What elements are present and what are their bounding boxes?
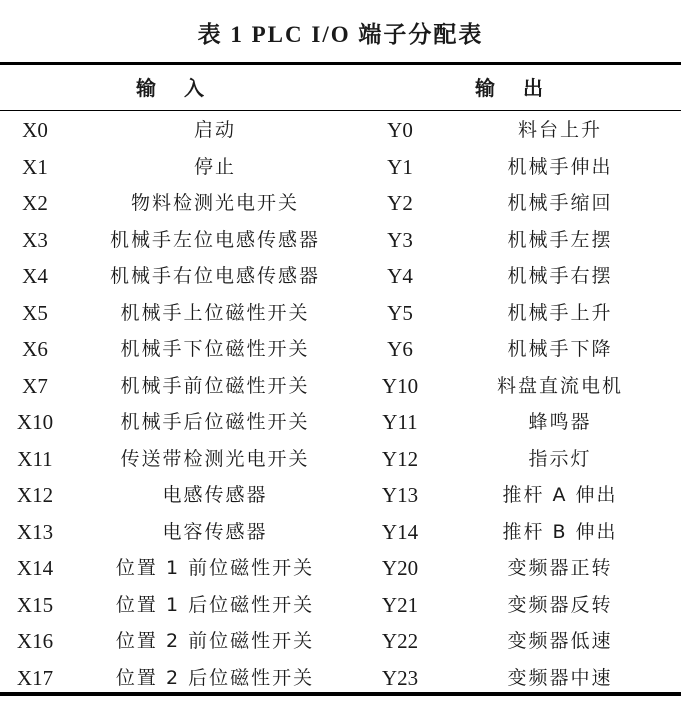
- output-address: Y13: [381, 483, 419, 507]
- bottom-rule: [0, 692, 681, 696]
- table-row: [0, 550, 681, 587]
- input-description: 停止: [193, 155, 236, 178]
- output-address: Y14: [381, 519, 419, 544]
- output-description: 料台上升: [517, 119, 602, 141]
- output-description: 机械手伸出: [507, 155, 613, 178]
- table-row: [0, 587, 681, 624]
- input-address: X2: [22, 191, 48, 215]
- input-description: 位置 2 后位磁性开关: [115, 666, 315, 689]
- table-row: [0, 331, 681, 368]
- input-address: X6: [22, 337, 48, 361]
- output-description: 机械手上升: [507, 301, 613, 324]
- output-description: 变频器低速: [507, 630, 613, 652]
- header-input: 输入: [136, 76, 232, 100]
- output-address: Y3: [387, 227, 413, 252]
- output-address: Y10: [381, 373, 419, 398]
- input-description: 启动: [193, 119, 236, 141]
- input-address: X14: [16, 556, 54, 580]
- output-address: Y5: [387, 300, 413, 325]
- input-address: X12: [16, 483, 54, 507]
- input-address: X0: [22, 118, 48, 142]
- table-row: [0, 441, 681, 478]
- table-row: [0, 149, 681, 186]
- input-address: X3: [22, 227, 48, 252]
- output-description: 变频器中速: [507, 666, 613, 689]
- output-description: 机械手下降: [507, 338, 613, 360]
- input-address: X1: [22, 154, 48, 179]
- output-description: 机械手缩回: [507, 192, 613, 214]
- table-row: [0, 404, 681, 441]
- input-description: 机械手上位磁性开关: [120, 301, 310, 324]
- output-description: 变频器正转: [507, 557, 613, 579]
- table-body: [0, 112, 681, 696]
- table-row: [0, 258, 681, 295]
- input-address: X15: [16, 592, 54, 617]
- table-row: [0, 295, 681, 332]
- output-description: 蜂鸣器: [528, 411, 592, 433]
- output-description: 机械手左摆: [507, 228, 613, 251]
- input-address: X10: [16, 410, 54, 434]
- input-address: X5: [22, 300, 48, 325]
- table-row: [0, 623, 681, 660]
- output-address: Y23: [381, 665, 419, 690]
- input-description: 机械手左位电感传感器: [109, 228, 320, 251]
- input-description: 传送带检测光电开关: [120, 447, 310, 470]
- header-rule: [0, 110, 681, 111]
- table-row: [0, 185, 681, 222]
- output-description: 指示灯: [528, 447, 592, 470]
- output-address: Y11: [382, 410, 418, 434]
- output-description: 机械手右摆: [507, 265, 613, 287]
- table-row: [0, 477, 681, 514]
- input-address: X13: [16, 519, 54, 544]
- output-description: 推杆 B 伸出: [502, 520, 618, 543]
- input-address: X16: [16, 629, 54, 653]
- output-address: Y6: [387, 337, 413, 361]
- input-description: 位置 2 前位磁性开关: [115, 630, 315, 652]
- output-address: Y1: [387, 154, 413, 179]
- output-address: Y12: [381, 446, 419, 471]
- output-description: 料盘直流电机: [496, 374, 623, 397]
- input-description: 电容传感器: [162, 520, 268, 543]
- table-title: 表 1 PLC I/O 端子分配表: [197, 22, 484, 47]
- input-address: X4: [22, 264, 48, 288]
- table-row: [0, 660, 681, 697]
- output-address: Y2: [387, 191, 413, 215]
- input-description: 机械手下位磁性开关: [120, 338, 310, 360]
- input-description: 位置 1 后位磁性开关: [115, 593, 315, 616]
- output-address: Y21: [381, 592, 419, 617]
- output-address: Y20: [381, 556, 419, 580]
- header-output: 输出: [475, 76, 571, 100]
- table-row: [0, 112, 681, 149]
- input-address: X11: [17, 446, 53, 471]
- top-rule: [0, 62, 681, 65]
- input-description: 机械手右位电感传感器: [109, 265, 320, 287]
- input-description: 物料检测光电开关: [130, 192, 299, 214]
- input-address: X7: [22, 373, 48, 398]
- table-row: [0, 368, 681, 405]
- output-address: Y4: [387, 264, 413, 288]
- table-row: [0, 222, 681, 259]
- input-description: 位置 1 前位磁性开关: [115, 557, 315, 579]
- output-description: 推杆 A 伸出: [502, 484, 618, 506]
- input-description: 机械手后位磁性开关: [120, 411, 310, 433]
- input-description: 电感传感器: [162, 484, 268, 506]
- table-row: [0, 514, 681, 551]
- output-address: Y22: [381, 629, 419, 653]
- input-description: 机械手前位磁性开关: [120, 374, 310, 397]
- output-description: 变频器反转: [507, 593, 613, 616]
- input-address: X17: [16, 665, 54, 690]
- output-address: Y0: [387, 118, 413, 142]
